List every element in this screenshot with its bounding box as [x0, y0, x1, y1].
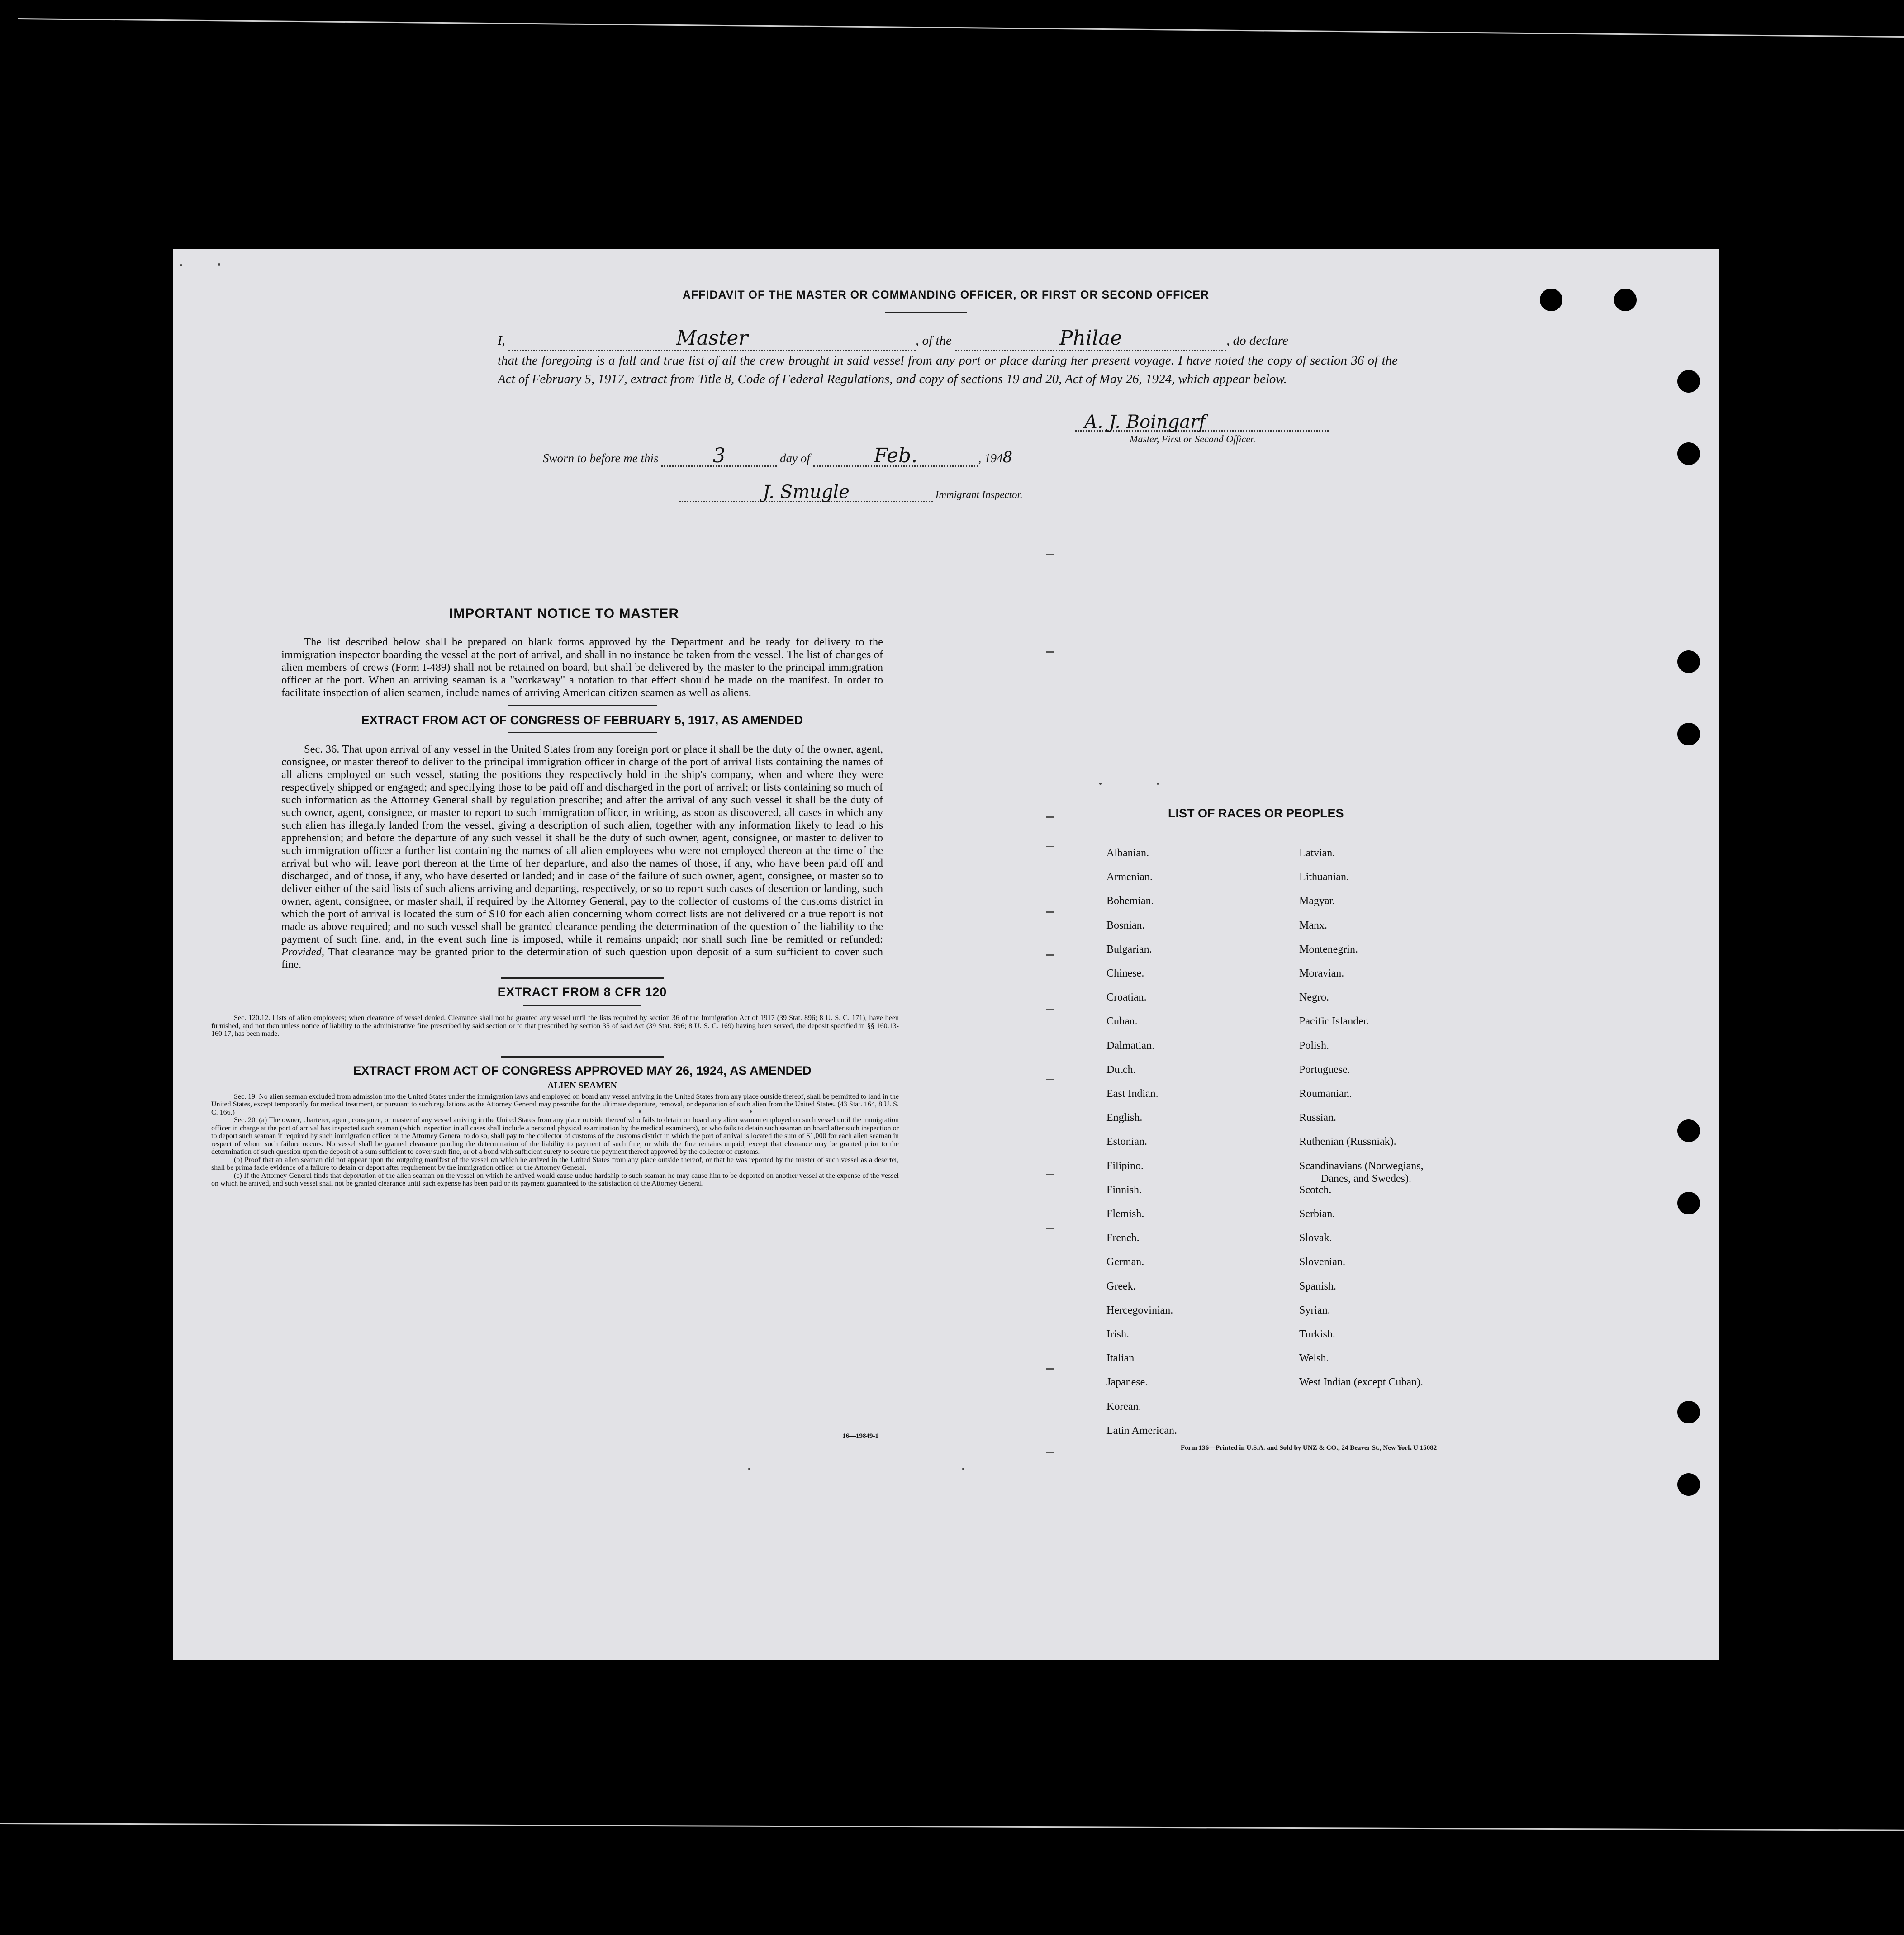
race-item: Polish.	[1299, 1039, 1329, 1052]
race-item: Portuguese.	[1299, 1063, 1350, 1076]
do-declare-label: , do declare	[1226, 333, 1288, 348]
punch-hole	[1677, 1473, 1700, 1496]
gutter-mark	[1046, 1452, 1054, 1453]
race-item: Turkish.	[1299, 1328, 1335, 1340]
race-item: German.	[1106, 1256, 1144, 1268]
master-signature: A. J. Boingarf	[1075, 414, 1329, 432]
sec-36-body: That upon arrival of any vessel in the United States from any foreign port or place it shall be the duty of the owner, agent, consignee, or master thereof to deliver to the principal immigration officer in charge of the port of arrival lists containing the names of all aliens employed on such vessel, stating the positions they respectively hold in the ship's company, when and where they were respectively shipped or engaged; and specifying those to be paid off and discharged in the port of arrival; or lists containing so much of such information as the Attorney General shall by regulation prescribe; and after the arrival of any such vessel it shall be the duty of such owner, agent, consignee, or master to report to such immigration officer, in writing, as soon as discovered, all cases in which any such alien has illegally landed from the vessel, giving a description of such alien, together with any information likely to lead to his apprehension; and before the departure of any such vessel it shall be the duty of such owner, agent, consignee, or master to deliver to such immigration officer a further list containing the names of all alien employees who were not employed thereon at the time of the arrival but who will leave port thereon at the time of her departure, and also the names of those, if any, who have been paid off and discharged, and of those, if any, who have deserted or landed; and in case of the failure of such owner, agent, consignee, or master so to deliver either of the said lists of such aliens arriving and departing, respectively, or so to report such cases of desertion or landing, such owner, agent, consignee, or master shall, if required by the Attorney General, pay to the collector of customs of the customs district in which the port of arrival is located the sum of $10 for each alien concerning whom correct lists are not delivered or a true report is not made as above required; and no such vessel shall be granted clearance pending the determination of the question of the liability to the payment of such fine, and, in the event such fine is imposed, while it remains unpaid; nor shall such fine be remitted or refunded:	[281, 743, 883, 945]
extract-1917-text	[281, 743, 883, 971]
stray-dot	[1099, 783, 1102, 785]
sworn-day-field	[661, 444, 777, 467]
gutter-mark	[1046, 651, 1054, 653]
alien-seamen-subheading: ALIEN SEAMEN	[547, 1080, 617, 1091]
race-item: Pacific Islander.	[1299, 1015, 1369, 1028]
inspector-signature: J. Smugle	[763, 482, 850, 503]
race-item: Filipino.	[1106, 1160, 1144, 1172]
gutter-mark	[1046, 1009, 1054, 1010]
race-item: Bulgarian.	[1106, 943, 1152, 955]
race-item: Lithuanian.	[1299, 871, 1349, 883]
race-item: Scotch.	[1299, 1184, 1332, 1196]
section-rule	[508, 705, 657, 706]
punch-hole	[1677, 370, 1700, 393]
race-item: Danes, and Swedes).	[1321, 1172, 1411, 1185]
race-item: Croatian.	[1106, 991, 1147, 1004]
punch-hole	[1677, 723, 1700, 745]
sworn-line	[543, 444, 1013, 467]
extract-1924-body	[211, 1093, 899, 1188]
race-item: English.	[1106, 1112, 1143, 1124]
sec-20b-text: (b) Proof that an alien seaman did not appear upon the outgoing manifest of the vessel on which he arrived in the United States from any place outside thereof, or that he was reported by the master of such vessel as a deserter, shall be prima facie evidence of a failure to detain or deport after requirement by the immigration officer or the Attorney General.	[211, 1156, 899, 1171]
sworn-day: 3	[712, 444, 726, 467]
race-item: Montenegrin.	[1299, 943, 1358, 955]
race-item: Korean.	[1106, 1400, 1141, 1413]
race-item: West Indian (except Cuban).	[1299, 1376, 1423, 1389]
inspector-signature-field	[679, 484, 933, 502]
section-rule	[523, 1005, 641, 1006]
vessel-name-handwriting: Philae	[1059, 327, 1122, 350]
race-item: Cuban.	[1106, 1015, 1138, 1028]
stray-dot	[639, 1110, 641, 1113]
sec-20c-text: (c) If the Attorney General finds that deportation of the alien seaman on the vessel on which he arrived would cause undue hardship to such seaman he may cause him to be deported on another vessel at the expense of the vessel on which he arrived, and such vessel shall not be granted clearance until such expense has been paid or its payment guaranteed to the satisfaction of the Attorney General.	[211, 1171, 899, 1187]
sworn-prefix: Sworn to before me this	[543, 451, 659, 465]
race-item: Magyar.	[1299, 895, 1335, 907]
master-signature-caption: Master, First or Second Officer.	[1130, 433, 1256, 445]
extract-1917-heading: EXTRACT FROM ACT OF CONGRESS OF FEBRUARY 5, 1917, AS AMENDED	[361, 713, 803, 727]
affidavit-i-label: I,	[498, 333, 505, 348]
punch-hole	[1677, 1119, 1700, 1142]
sec-36-label: Sec. 36.	[304, 743, 340, 755]
scan-line-bottom	[0, 1823, 1904, 1831]
gutter-mark	[1046, 954, 1054, 956]
race-item: Ruthenian (Russniak).	[1299, 1136, 1396, 1148]
sworn-month: Feb.	[874, 444, 918, 467]
race-item: Estonian.	[1106, 1136, 1147, 1148]
stray-dot	[180, 264, 182, 266]
race-item: Dalmatian.	[1106, 1039, 1154, 1052]
sec-36-body-end: That clearance may be granted prior to the determination of such question upon deposit of a sum sufficient to cover such fine.	[281, 946, 883, 971]
stray-dot	[750, 1110, 752, 1113]
race-item: Syrian.	[1299, 1304, 1330, 1316]
race-item: Manx.	[1299, 919, 1327, 931]
race-item: Negro.	[1299, 991, 1329, 1004]
sec-20a-text: Sec. 20. (a) The owner, charterer, agent, consignee, or master of any vessel arriving in the United States from any place outside thereof who fails to detain on board any alien seaman employed on such vessel until the immigration officer in charge at the port of arrival has inspected such seaman (which inspection in all cases shall include a personal physical examination by the medical examiners), or who fails to detain such seaman on board after such inspection or to deport such seaman if required by such immigration officer or the Attorney General to do so, shall pay to the collector of customs of the customs district in which the port of arrival is located the sum of $1,000 for each alien seaman in respect of whom such failure occurs. No vessel shall be granted clearance pending the determination of the liability to payment of such fine, or while the fine remains unpaid, except that clearance may be granted prior to the determination of such question upon the deposit of a sum sufficient to cover such fine, or of a bond with sufficient surety to secure the payment thereof approved by the collector of customs.	[211, 1116, 899, 1156]
section-rule	[501, 1056, 664, 1058]
gutter-mark	[1046, 846, 1054, 847]
extract-1924-heading: EXTRACT FROM ACT OF CONGRESS APPROVED MAY 26, 1924, AS AMENDED	[353, 1063, 812, 1077]
race-item: Scandinavians (Norwegians,	[1299, 1160, 1424, 1172]
notice-text: The list described below shall be prepared on blank forms approved by the Department and be ready for delivery to the immigration inspector boarding the vessel at the port of arrival, and shall in no instance be taken from the vessel. The list of changes of alien members of crews (Form I-489) shall not be retained on board, but shall be delivered by the master to the principal immigration officer at the port. When an arriving seaman is a "workaway" a notation to that effect should be made on the manifest. In order to facilitate inspection of alien seamen, include names of arriving American citizen seamen as well as aliens.	[281, 636, 883, 699]
master-signature-block	[1075, 414, 1329, 445]
race-item: Dutch.	[1106, 1063, 1136, 1076]
gutter-mark	[1046, 1228, 1054, 1229]
provided-word: Provided,	[281, 946, 325, 958]
sec-19-text: Sec. 19. No alien seaman excluded from admission into the United States under the immigration laws and employed on board any vessel arriving in the United States from any place outside thereof, shall be permitted to land in the United States, except temporarily for medical treatment, or pursuant to such regulations as the Attorney General may prescribe for the ultimate departure, removal, or deportation of such alien from the United States. (43 Stat. 164, 8 U. S. C. 166.)	[211, 1092, 899, 1116]
race-item: Latvian.	[1299, 847, 1335, 859]
gutter-mark	[1046, 1368, 1054, 1370]
race-item: Finnish.	[1106, 1184, 1142, 1196]
extract-cfr-heading: EXTRACT FROM 8 CFR 120	[497, 985, 667, 999]
section-rule	[501, 977, 664, 979]
stray-dot	[1157, 783, 1159, 785]
stray-dot	[748, 1468, 750, 1470]
race-item: East Indian.	[1106, 1088, 1159, 1100]
stray-dot	[218, 263, 220, 266]
of-the-label: , of the	[916, 333, 952, 348]
day-of-label: day of	[780, 451, 810, 465]
master-name-field	[508, 327, 916, 351]
notice-heading: IMPORTANT NOTICE TO MASTER	[449, 606, 679, 621]
race-item: Latin American.	[1106, 1424, 1177, 1437]
race-item: Slovenian.	[1299, 1256, 1345, 1268]
gutter-mark	[1046, 1174, 1054, 1175]
race-item: Roumanian.	[1299, 1088, 1352, 1100]
form-printer-footer: Form 136—Printed in U.S.A. and Sold by UNZ & CO., 24 Beaver St., New York U 15082	[1181, 1444, 1437, 1451]
affidavit-block	[498, 327, 1398, 389]
race-item: Bohemian.	[1106, 895, 1154, 907]
race-item: Japanese.	[1106, 1376, 1148, 1389]
inspector-caption: Immigrant Inspector.	[935, 489, 1023, 500]
race-item: Greek.	[1106, 1280, 1136, 1292]
race-item: Slovak.	[1299, 1232, 1332, 1244]
race-item: Moravian.	[1299, 968, 1344, 979]
gutter-mark	[1046, 911, 1054, 913]
race-item: Irish.	[1106, 1328, 1129, 1340]
stray-dot	[962, 1468, 964, 1470]
race-item: Welsh.	[1299, 1352, 1329, 1365]
race-item: Serbian.	[1299, 1208, 1335, 1220]
section-rule	[508, 732, 657, 733]
race-item: Chinese.	[1106, 968, 1144, 979]
race-item: Albanian.	[1106, 847, 1149, 859]
race-item: Armenian.	[1106, 871, 1153, 883]
scan-line-top	[18, 18, 1904, 38]
gutter-mark	[1046, 1079, 1054, 1080]
extract-cfr-text: Sec. 120.12. Lists of alien employees; when clearance of vessel denied. Clearance shall not be granted any vessel until the lists required by section 36 of the Immigration Act of 1917 (39 Stat. 896; 8 U. S. C. 171), have been furnished, and not then unless notice of liability to the administrative fine prescribed by said section or to that prescribed by section 35 of said Act (39 Stat. 896; 8 U. S. C. 169) having been served, the deposit specified in §§ 160.13-160.17, has been made.	[211, 1014, 899, 1038]
master-name-handwriting: Master	[676, 327, 748, 350]
affidavit-body: that the foregoing is a full and true list of all the crew brought in said vessel from any port or place during her present voyage. I have noted the copy of section 36 of the Act of February 5, 1917, extract from Title 8, Code of Federal Regulations, and copy of sections 19 and 20, Act of May 26, 1924, which appear below.	[498, 353, 1398, 386]
race-item: Italian	[1106, 1352, 1135, 1365]
year-digit: 8	[1002, 448, 1013, 466]
vessel-name-field	[955, 327, 1226, 351]
gutter-mark	[1046, 554, 1054, 555]
title-rule	[885, 312, 967, 313]
punch-hole	[1677, 442, 1700, 465]
races-heading: LIST OF RACES OR PEOPLES	[1168, 806, 1344, 820]
left-column	[211, 606, 899, 1188]
race-item: Hercegovinian.	[1106, 1304, 1173, 1316]
year-label: , 194	[978, 451, 1003, 465]
race-item: Bosnian.	[1106, 919, 1145, 931]
form-number: 16—19849-1	[842, 1432, 878, 1440]
affidavit-title: AFFIDAVIT OF THE MASTER OR COMMANDING OFFICER, OR FIRST OR SECOND OFFICER	[682, 289, 1210, 301]
race-item: Flemish.	[1106, 1208, 1144, 1220]
punch-hole	[1677, 1401, 1700, 1423]
gutter-mark	[1046, 816, 1054, 818]
punch-hole	[1677, 1192, 1700, 1214]
race-item: French.	[1106, 1232, 1140, 1244]
race-item: Russian.	[1299, 1112, 1337, 1124]
inspector-line	[679, 484, 1023, 502]
race-item: Spanish.	[1299, 1280, 1337, 1292]
sworn-month-field	[813, 444, 978, 467]
document-page	[173, 249, 1719, 1660]
punch-hole	[1677, 650, 1700, 673]
